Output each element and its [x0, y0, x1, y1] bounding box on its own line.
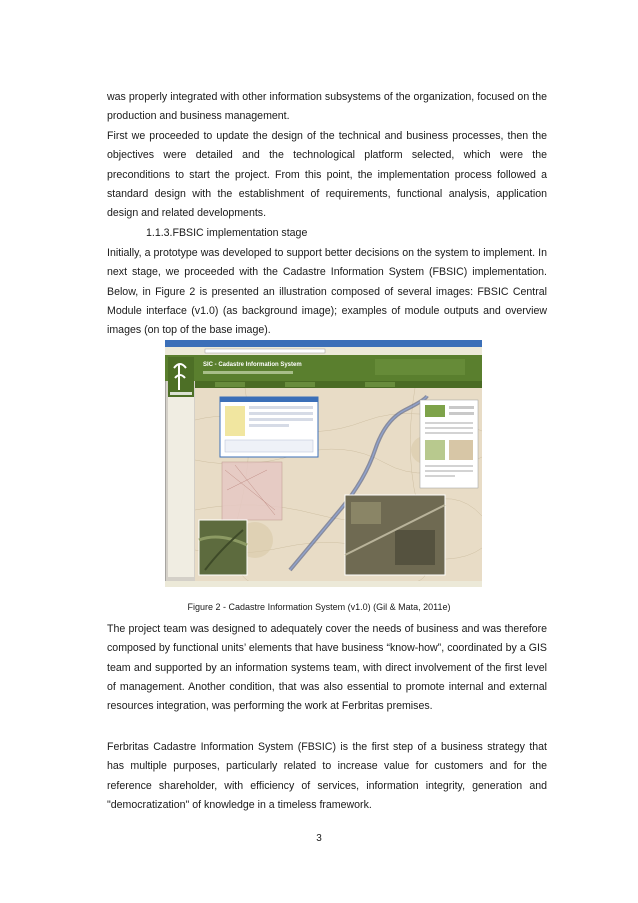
window-titlebar: [165, 340, 482, 347]
section-heading: 1.1.3.FBSIC implementation stage: [146, 227, 308, 239]
app-title-text: SIC - Cadastre Information System: [203, 362, 302, 368]
satellite-photo-center: [345, 495, 445, 575]
figure-cadastre-system: [165, 340, 482, 587]
aerial-photo-left: [199, 520, 247, 575]
module-output-window: [220, 397, 318, 457]
report-document-overlay: [420, 400, 478, 488]
paragraph-prototype: Initially, a prototype was developed to support better decisions on the system to implement. In next stage, we proceeded with the Cadastre Information System (FBSIC) implementation. Below, in Figure 2 is presented an illustration composed of several images: FBSIC Central Module interface (v1.0) (as background image); examples of module outputs and overview images (on top of the base image).: [107, 247, 547, 337]
paragraph-fbsic: Ferbritas Cadastre Information System (FBSIC) is the first step of a business strategy that has multiple purposes, particularly related to increase value for customers and for the reference shareholder, with efficiency of services, information integrity, generation and "democratization" of knowledge in a timeless framework.: [107, 741, 547, 811]
paragraph-design: First we proceeded to update the design of the technical and business processes, then the objectives were detailed and the technological platform selected, which were the preconditions to start the project. From this point, the implementation process followed a standard design with the establishment of requirements, functional analysis, application design and related developments.: [107, 130, 547, 220]
paragraph-intro: was properly integrated with other information subsystems of the organization, focused on the production and business management.: [107, 91, 547, 123]
figure-caption: Figure 2 - Cadastre Information System (v1.0) (Gil & Mata, 2011e): [187, 602, 451, 612]
figure-screenshot-image: [165, 340, 482, 587]
page-number: 3: [316, 833, 322, 844]
paragraph-team: The project team was designed to adequately cover the needs of business and was therefore composed by functional units’ elements that have business “know-how”, coordinated by a GIS team and supported by an information systems team, with direct involvement of the first level of management. Another condition, that was also essential to promote internal and external resources integration, was performing the work at Ferbritas premises.: [107, 623, 547, 713]
ferbritas-logo: [168, 357, 194, 397]
parcel-plan-overlay: [222, 462, 282, 520]
